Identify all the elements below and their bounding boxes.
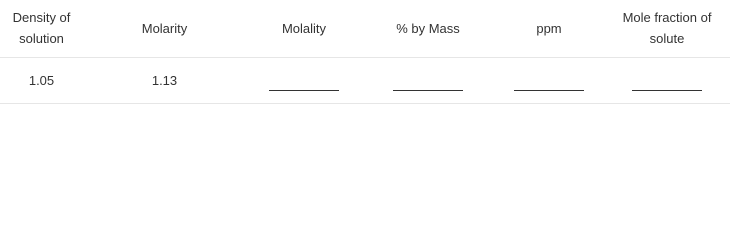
header-molarity: Molarity [83, 0, 246, 57]
cell-mass-percent[interactable] [362, 57, 494, 103]
cell-molality[interactable] [246, 57, 362, 103]
header-ppm: ppm [494, 0, 604, 57]
data-table [0, 0, 730, 104]
cell-molarity: 1.13 [83, 57, 246, 103]
header-mass-percent: % by Mass [362, 0, 494, 57]
molality-blank[interactable] [269, 78, 339, 91]
cell-mole-fraction[interactable] [604, 57, 730, 103]
header-row [0, 0, 730, 57]
mass-percent-blank[interactable] [393, 78, 463, 91]
header-mole-fraction: Mole fraction of solute [604, 0, 730, 57]
mole-fraction-blank[interactable] [632, 78, 702, 91]
header-density: Density of solution [0, 0, 83, 57]
cell-density: 1.05 [0, 57, 83, 103]
header-molality: Molality [246, 0, 362, 57]
table-row [0, 57, 730, 103]
ppm-blank[interactable] [514, 78, 584, 91]
cell-ppm[interactable] [494, 57, 604, 103]
